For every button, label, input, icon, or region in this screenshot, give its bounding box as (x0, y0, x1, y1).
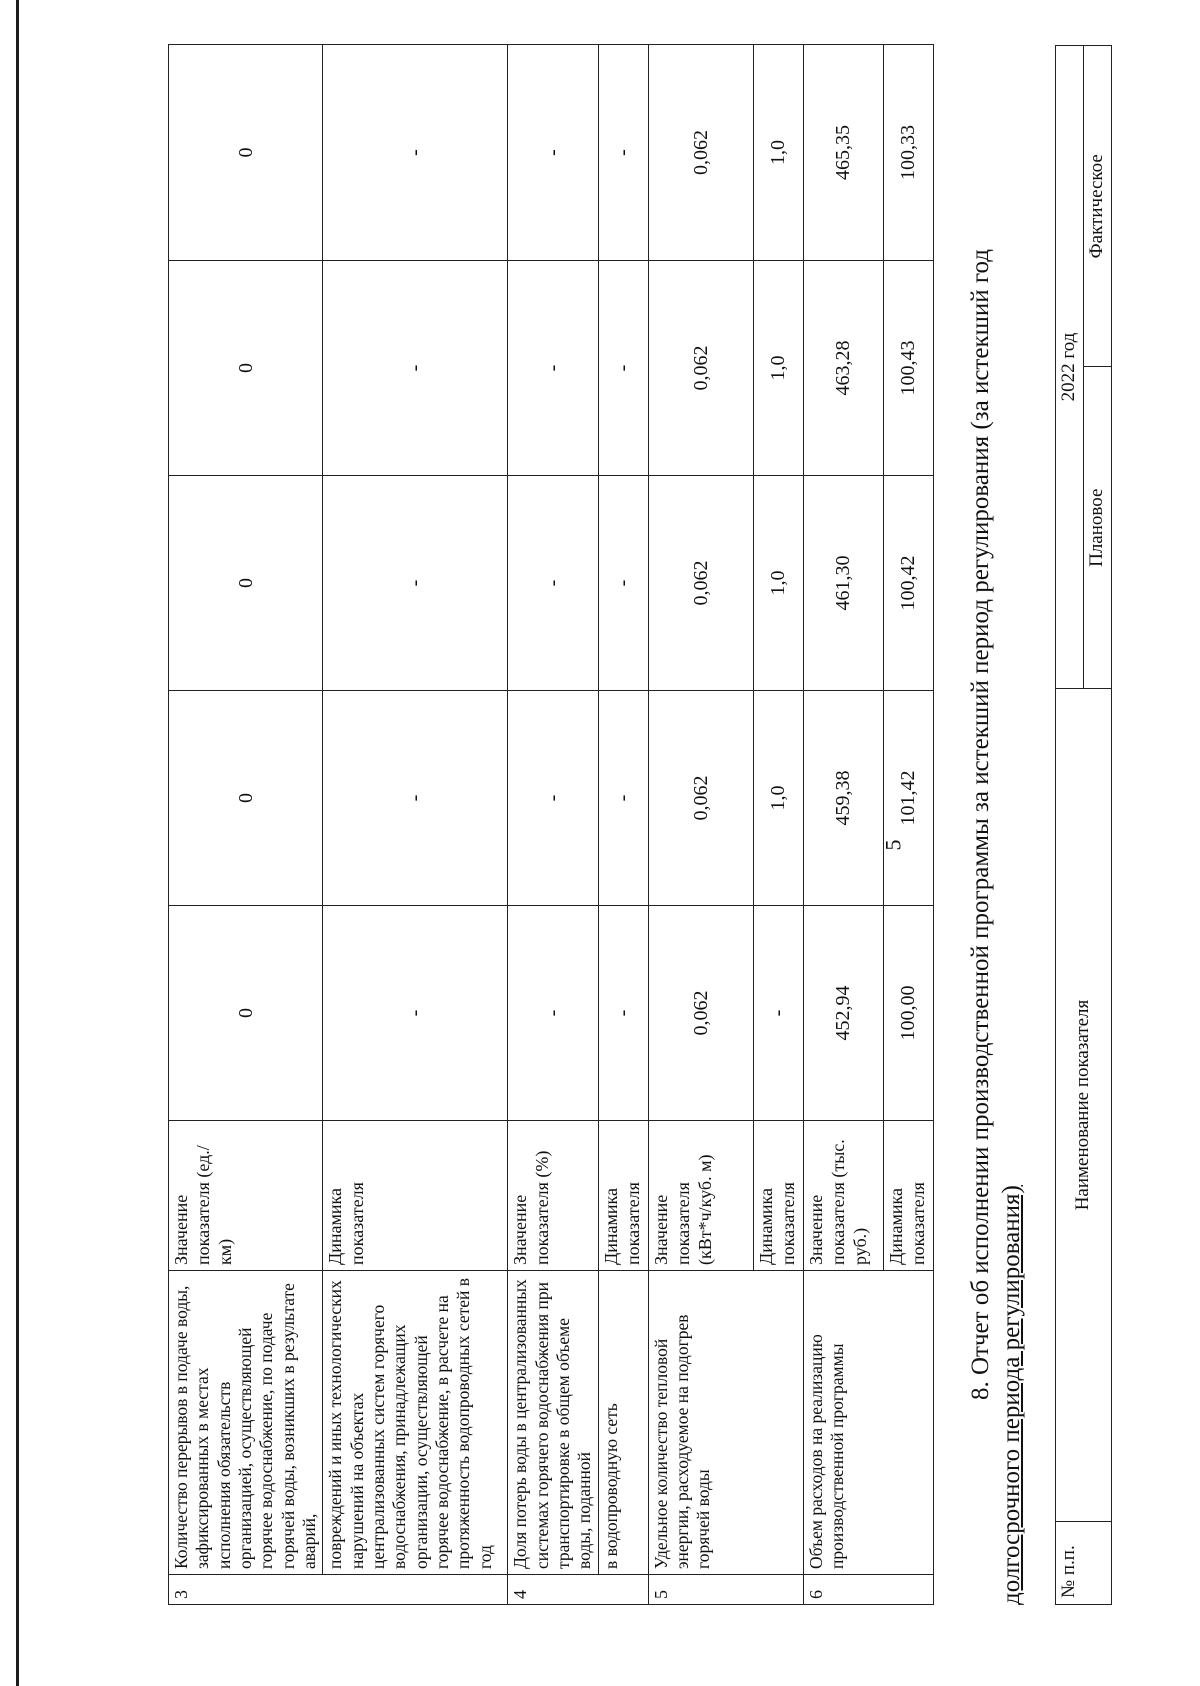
indicator-name: Объем расходов на реализацию производственной программы (803, 1271, 933, 1575)
indicator-name-continued: повреждений и иных технологических нарушений на объектах централизованных систем горячего водоснабжения, принадлежащих организации, осуществляющей горячее водоснабжение, в расчете на протяженность водопроводных сетей в год (323, 1271, 508, 1575)
indicators-table (168, 44, 934, 1605)
dynamics-label: Динамика показателя (753, 1121, 803, 1271)
dynamics-label: Динамика показателя (323, 1121, 508, 1271)
value-cell: 0,062 (648, 261, 753, 476)
value-cell: 0 (169, 261, 323, 476)
header-number: № п.п. (1056, 1522, 1112, 1605)
value-cell: 461,30 (803, 476, 883, 691)
value-cell: - (508, 45, 598, 261)
indicator-name-continued: в водопроводную сеть (598, 1271, 648, 1575)
section-heading (965, 45, 1028, 1605)
dynamics-cell: - (323, 906, 508, 1121)
page-number: 5 (880, 839, 906, 851)
table-row (648, 45, 753, 1605)
header-actual: Фактическое (1084, 46, 1112, 368)
value-cell: 452,94 (803, 906, 883, 1121)
value-cell: 0,062 (648, 906, 753, 1121)
dynamics-cell: 101,42 (883, 691, 933, 906)
table-row (803, 45, 883, 1605)
section-heading-line1: 8. Отчет об исполнении производственной программы за истекший период регулирования (за истекший год (967, 249, 994, 1400)
dynamics-cell: 1,0 (753, 691, 803, 906)
dynamics-cell: - (598, 45, 648, 261)
header-indicator-name: Наименование показателя (1056, 689, 1112, 1522)
table-row (323, 45, 508, 1605)
value-cell: 0 (169, 906, 323, 1121)
value-cell: - (508, 261, 598, 476)
value-cell: 0,062 (648, 476, 753, 691)
indicator-name: Доля потерь воды в централизованных системах горячего водоснабжения при транспортировке в общем объеме воды, поданной (508, 1271, 598, 1575)
row-number: 5 (648, 1575, 803, 1605)
dynamics-cell: 1,0 (753, 261, 803, 476)
dynamics-cell: 1,0 (753, 45, 803, 261)
indicator-name: Количество перерывов в подаче воды, зафиксированных в местах исполнения обязательств организацией, осуществляющей горячее водоснабжение, по подаче горячей воды, возникших в результате аварий, (169, 1271, 323, 1575)
section-heading-line2: долгосрочного периода регулирования) (998, 1185, 1026, 1605)
table-row (508, 45, 598, 1605)
value-cell: 0,062 (648, 691, 753, 906)
indicator-name: Удельное количество тепловой энергии, расходуемое на подогрев горячей воды (648, 1271, 803, 1575)
value-cell: - (508, 906, 598, 1121)
value-cell: 0 (169, 476, 323, 691)
dynamics-cell: - (598, 476, 648, 691)
dynamics-cell: - (753, 906, 803, 1121)
header-planned: Плановое (1084, 367, 1112, 689)
dynamics-cell: 100,00 (883, 906, 933, 1121)
dynamics-cell: 100,43 (883, 261, 933, 476)
value-cell: 0 (169, 691, 323, 906)
dynamics-cell: 100,33 (883, 45, 933, 261)
value-label: Значение показателя (тыс. руб.) (803, 1121, 883, 1271)
value-label: Значение показателя (%) (508, 1121, 598, 1271)
dynamics-cell: - (598, 691, 648, 906)
table-row (598, 45, 648, 1605)
dynamics-cell: - (323, 476, 508, 691)
dynamics-cell: - (598, 261, 648, 476)
row-number: 3 (169, 1575, 508, 1605)
table-row (1056, 46, 1084, 1605)
row-number: 4 (508, 1575, 648, 1605)
dynamics-cell: 1,0 (753, 476, 803, 691)
value-cell: - (508, 476, 598, 691)
table-row (169, 45, 323, 1605)
value-label: Значение показателя (кВт*ч/куб. м) (648, 1121, 753, 1271)
value-cell: 0 (169, 45, 323, 261)
header-year: 2022 год (1056, 46, 1084, 689)
dynamics-label: Динамика показателя (883, 1121, 933, 1271)
report-table-header (1055, 45, 1112, 1605)
value-cell: - (508, 691, 598, 906)
dynamics-cell: - (598, 906, 648, 1121)
dynamics-cell: 100,42 (883, 476, 933, 691)
value-label: Значение показателя (ед./км) (169, 1121, 323, 1271)
dynamics-label: Динамика показателя (598, 1121, 648, 1271)
dynamics-cell: - (323, 45, 508, 261)
row-number: 6 (803, 1575, 933, 1605)
value-cell: 463,28 (803, 261, 883, 476)
value-cell: 0,062 (648, 45, 753, 261)
dynamics-cell: - (323, 691, 508, 906)
value-cell: 465,35 (803, 45, 883, 261)
value-cell: 459,38 (803, 691, 883, 906)
dynamics-cell: - (323, 261, 508, 476)
